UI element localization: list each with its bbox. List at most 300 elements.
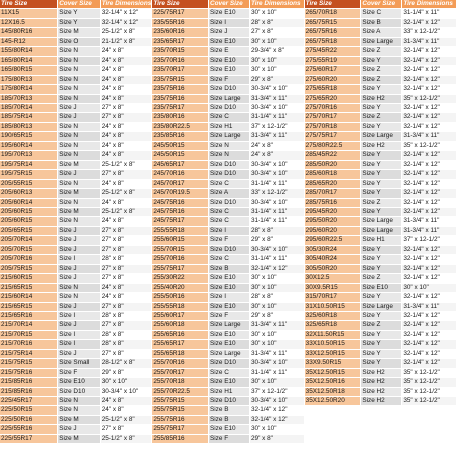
cover-size-cell: Size C — [361, 9, 402, 18]
cover-size-cell: Size J — [58, 170, 101, 179]
table-row — [305, 226, 457, 235]
table-row — [0, 66, 152, 75]
tire-dimensions-cell: 30" x 10" — [249, 9, 304, 18]
table-row — [0, 330, 152, 339]
tire-dimensions-cell: 24" x 8" — [100, 397, 152, 406]
cover-size-cell: Size Y — [361, 170, 402, 179]
cover-size-cell: Size I — [58, 340, 101, 349]
tire-size-cell: 235/60R16 — [152, 28, 208, 37]
cover-size-cell: Size C — [209, 179, 250, 188]
tire-dimensions-cell: 30" x 10" — [249, 302, 304, 311]
cover-size-cell: Size N — [58, 198, 101, 207]
table-row — [0, 283, 152, 292]
cover-size-cell: Size Large — [361, 217, 402, 226]
tire-dimensions-cell: 24" x 8" — [100, 122, 152, 131]
tire-size-cell: 215/70R15 — [0, 330, 58, 339]
tire-size-cell: 205/60R14 — [0, 198, 58, 207]
table-row — [152, 359, 304, 368]
table-row — [305, 255, 457, 264]
tire-dimensions-cell: 30-3/4" x 10" — [249, 245, 304, 254]
table-row — [152, 397, 304, 406]
table-row — [305, 151, 457, 160]
tire-dimensions-cell: 32-1/4" x 12" — [402, 85, 457, 94]
table-row — [152, 302, 304, 311]
cover-size-cell: Size Y — [361, 179, 402, 188]
tire-size-cell: 215/75R15 — [0, 359, 58, 368]
table-row — [0, 236, 152, 245]
tire-size-cell: 235/55R16 — [152, 18, 208, 27]
tire-dimensions-cell: 31-3/4" x 11" — [402, 226, 457, 235]
cover-size-cell: Size N — [58, 94, 101, 103]
tire-dimensions-cell: 32-1/4" x 12" — [402, 56, 457, 65]
tire-size-cell: 30X9.5R15 — [305, 283, 361, 292]
tire-size-cell: 285/65R20 — [305, 179, 361, 188]
tire-size-cell: 275/80R22.5 — [305, 141, 361, 150]
table-row — [152, 406, 304, 415]
cover-size-cell: Size H2 — [361, 368, 402, 377]
tire-size-cell: 145/80R16 — [0, 28, 58, 37]
tire-dimensions-cell: 32-1/4" x 12" — [402, 170, 457, 179]
table-row — [152, 293, 304, 302]
cover-size-cell: Size Small — [58, 359, 101, 368]
cover-size-cell: Size M — [58, 189, 101, 198]
tire-size-cell: 255/75R16 — [152, 415, 208, 424]
cover-size-cell: Size D10 — [209, 198, 250, 207]
tire-size-cell: 275/75R17 — [305, 132, 361, 141]
tire-dimensions-cell: 31-3/4" x 11" — [249, 132, 304, 141]
table-row — [0, 179, 152, 188]
header-row — [0, 0, 152, 9]
tire-size-cell: 175/80R13 — [0, 75, 58, 84]
tire-dimensions-cell: 31-1/4" x 11" — [249, 255, 304, 264]
tire-size-cell: 185/80R13 — [0, 122, 58, 131]
cover-size-cell: Size Large — [361, 302, 402, 311]
tire-size-cell: 205/60R15 — [0, 207, 58, 216]
tire-dimensions-cell: 32-1/4" x 12" — [249, 264, 304, 273]
tire-size-cell: 255/55R18 — [152, 226, 208, 235]
table-row — [305, 113, 457, 122]
tire-dimensions-cell: 32-1/4" x 12" — [402, 151, 457, 160]
tire-size-cell: 305/40R24 — [305, 255, 361, 264]
tire-dimensions-cell: 25-1/2" x 8" — [100, 207, 152, 216]
table-row — [0, 406, 152, 415]
table-row — [152, 37, 304, 46]
table-row — [0, 368, 152, 377]
table-row — [152, 378, 304, 387]
cover-size-cell: Size Z — [361, 274, 402, 283]
table-row — [0, 321, 152, 330]
tire-size-cell: 275/60R17 — [305, 66, 361, 75]
tire-dimensions-cell: 30-3/4" x 10" — [249, 397, 304, 406]
tire-size-cell: 245/50R15 — [152, 151, 208, 160]
table-row — [305, 293, 457, 302]
tire-size-cell: 235/80R22.5 — [152, 122, 208, 131]
cover-size-cell: Size M — [58, 434, 101, 443]
tire-size-cell: 215/75R14 — [0, 349, 58, 358]
tire-size-cell: 30X12.5 — [305, 274, 361, 283]
tire-size-cell: 185/75R14 — [0, 113, 58, 122]
tire-dimensions-cell: 32-1/4" x 12" — [402, 18, 457, 27]
tire-dimensions-cell: 32-1/4" x 12" — [402, 75, 457, 84]
cover-size-cell: Size E10 — [58, 378, 101, 387]
tire-size-cell: 235/75R15 — [152, 75, 208, 84]
table-row — [0, 160, 152, 169]
table-row — [0, 217, 152, 226]
cover-size-cell: Size N — [58, 141, 101, 150]
tire-dimensions-cell: 24" x 8" — [100, 85, 152, 94]
tire-size-cell: 235/80R16 — [152, 113, 208, 122]
tire-dimensions-cell: 32-1/4" x 12" — [402, 47, 457, 56]
tire-size-cell: 255/70R16 — [152, 359, 208, 368]
cover-size-cell: Size Y — [361, 264, 402, 273]
tire-dimensions-cell: 30" x 10" — [249, 66, 304, 75]
cover-size-cell: Size J — [58, 236, 101, 245]
cover-size-cell: Size Y — [361, 245, 402, 254]
tire-dimensions-cell: 32-1/4" x 12" — [402, 245, 457, 254]
tire-dimensions-cell: 30" x 10" — [249, 378, 304, 387]
table-row — [0, 170, 152, 179]
tire-size-cell: 11X15 — [0, 9, 58, 18]
table-row — [305, 245, 457, 254]
tire-dimensions-cell: 37" x 12-1/2" — [249, 122, 304, 131]
cover-size-cell: Size M — [58, 28, 101, 37]
table-row — [152, 56, 304, 65]
tire-dimensions-cell: 31-1/4" x 11" — [249, 217, 304, 226]
tire-size-cell: 225/55R17 — [0, 434, 58, 443]
tire-size-cell: 285/75R16 — [305, 198, 361, 207]
table-row — [152, 113, 304, 122]
tire-size-cell: 235/75R16 — [152, 85, 208, 94]
cover-size-cell: Size D10 — [209, 397, 250, 406]
cover-size-cell: Size Y — [361, 255, 402, 264]
table-row — [0, 47, 152, 56]
tire-size-cell: 195/75R15 — [0, 170, 58, 179]
tire-size-cell: 165/80R15 — [0, 66, 58, 75]
table-row — [152, 103, 304, 112]
tire-size-cell: 215/85R16 — [0, 378, 58, 387]
tire-dimensions-cell: 32-1/4" x 12" — [402, 311, 457, 320]
tire-size-cell: 215/75R16 — [0, 368, 58, 377]
cover-size-cell: Size C — [209, 368, 250, 377]
tire-size-cell: 225/50R15 — [0, 406, 58, 415]
tire-dimensions-cell: 27" x 8" — [100, 170, 152, 179]
table-row — [305, 217, 457, 226]
table-row — [152, 47, 304, 56]
table-row — [152, 255, 304, 264]
table-row — [152, 66, 304, 75]
table-row — [152, 330, 304, 339]
tire-dimensions-cell: 28" x 8" — [100, 340, 152, 349]
cover-size-cell: Size E10 — [209, 66, 250, 75]
cover-size-cell: Size H2 — [361, 141, 402, 150]
table-row — [0, 37, 152, 46]
cover-size-cell: Size E10 — [209, 425, 250, 434]
tire-dimensions-cell: 30" x 10" — [402, 283, 457, 292]
tire-dimensions-cell: 32-1/4" x 12" — [100, 18, 152, 27]
tire-size-cell: 205/70R15 — [0, 245, 58, 254]
cover-size-cell: Size I — [209, 18, 250, 27]
tire-dimensions-cell: 31-1/4" x 11" — [249, 368, 304, 377]
table-row — [305, 75, 457, 84]
cover-size-cell: Size C — [209, 255, 250, 264]
table-row — [305, 18, 457, 27]
table-row — [305, 132, 457, 141]
cover-size-cell: Size Y — [361, 122, 402, 131]
tire-size-cell: 35X12.50R20 — [305, 397, 361, 406]
table-row — [305, 321, 457, 330]
table-row — [305, 179, 457, 188]
tire-size-cell: 275/70R17 — [305, 113, 361, 122]
tire-size-cell: 215/60R14 — [0, 293, 58, 302]
table-row — [152, 434, 304, 443]
cover-size-cell: Size H2 — [361, 378, 402, 387]
tire-size-cell: 155/80R14 — [0, 47, 58, 56]
tire-size-cell: 305/30R24 — [305, 245, 361, 254]
cover-size-cell: Size N — [58, 397, 101, 406]
tire-dimensions-cell: 32-1/4" x 12" — [402, 160, 457, 169]
tire-dimensions-cell: 32-1/4" x 12" — [402, 330, 457, 339]
tire-size-cell: 195/60R14 — [0, 141, 58, 150]
cover-size-cell: Size D10 — [209, 160, 250, 169]
tire-size-cell: 205/60R13 — [0, 189, 58, 198]
cover-size-cell: Size A — [209, 189, 250, 198]
cover-size-cell: Size Y — [58, 18, 101, 27]
cover-size-cell: Size I — [58, 311, 101, 320]
table-row — [152, 18, 304, 27]
tire-dimensions-cell: 31-3/4" x 11" — [402, 37, 457, 46]
tire-dimensions-cell: 27" x 8" — [100, 236, 152, 245]
cover-size-cell: Size D10 — [58, 387, 101, 396]
cover-size-cell: Size H1 — [209, 387, 250, 396]
tire-size-cell: 245/70R16 — [152, 170, 208, 179]
cover-size-cell: Size Large — [209, 321, 250, 330]
cover-size-cell: Size M — [58, 160, 101, 169]
tire-dimensions-cell: 35" x 12-1/2" — [402, 368, 457, 377]
cover-size-cell: Size Large — [209, 349, 250, 358]
tire-size-cell: 245/75R16 — [152, 207, 208, 216]
table-row — [305, 274, 457, 283]
tire-size-cell: 305/50R20 — [305, 264, 361, 273]
table-row — [305, 397, 457, 406]
tire-size-cell: 255/75R15 — [152, 397, 208, 406]
tire-size-cell: 215/65R15 — [0, 283, 58, 292]
table-row — [152, 217, 304, 226]
tire-dimensions-cell: 31-1/4" x 11" — [249, 179, 304, 188]
cover-size-cell: Size J — [58, 264, 101, 273]
table-row — [0, 274, 152, 283]
tire-dimensions-cell: 33" x 12-1/2" — [402, 28, 457, 37]
table-row — [0, 226, 152, 235]
cover-size-cell: Size E10 — [209, 340, 250, 349]
table-row — [305, 160, 457, 169]
tire-size-cell: 165/80R14 — [0, 56, 58, 65]
tire-dimensions-cell: 24" x 8" — [249, 151, 304, 160]
table-row — [152, 85, 304, 94]
tire-dimensions-cell: 28" x 8" — [249, 293, 304, 302]
tire-dimensions-cell: 25-1/2" x 8" — [100, 415, 152, 424]
cover-size-cell: Size J — [58, 103, 101, 112]
cover-size-cell: Size H2 — [361, 387, 402, 396]
header-tire-dimensions: Tire Dimensions — [101, 0, 152, 7]
table-row — [305, 283, 457, 292]
tire-dimensions-cell: 24" x 8" — [100, 66, 152, 75]
tire-size-cell: 255/70R22.5 — [152, 387, 208, 396]
tire-dimensions-cell: 32-1/4" x 12" — [402, 179, 457, 188]
cover-size-cell: Size N — [58, 293, 101, 302]
tire-dimensions-cell: 35" x 12-1/2" — [402, 378, 457, 387]
table-row — [152, 198, 304, 207]
cover-size-cell: Size J — [58, 349, 101, 358]
table-row — [152, 160, 304, 169]
tire-dimensions-cell: 29" x 8" — [249, 311, 304, 320]
tire-dimensions-cell: 28" x 8" — [249, 226, 304, 235]
tire-dimensions-cell: 27" x 8" — [100, 113, 152, 122]
table-row — [0, 311, 152, 320]
table-row — [152, 170, 304, 179]
cover-size-cell: Size F — [209, 434, 250, 443]
tire-size-cell: 325/60R18 — [305, 311, 361, 320]
table-row — [305, 170, 457, 179]
cover-size-cell: Size B — [361, 18, 402, 27]
header-tire-dimensions: Tire Dimensions — [402, 0, 457, 9]
table-row — [152, 207, 304, 216]
cover-size-cell: Size J — [58, 425, 101, 434]
tire-size-cell: 275/65R18 — [305, 85, 361, 94]
tire-dimensions-cell: 25-1/2" x 8" — [100, 160, 152, 169]
tire-dimensions-cell: 32-1/4" x 12" — [402, 103, 457, 112]
table-row — [305, 340, 457, 349]
tire-size-cell: 245/50R15 — [152, 141, 208, 150]
tire-dimensions-cell: 32-1/4" x 12" — [402, 293, 457, 302]
table-row — [305, 302, 457, 311]
table-row — [0, 415, 152, 424]
tire-dimensions-cell: 25-1/2" x 8" — [100, 189, 152, 198]
tire-dimensions-cell: 24" x 8" — [249, 141, 304, 150]
table-row — [152, 425, 304, 434]
tire-dimensions-cell: 30-3/4" x 10" — [100, 387, 152, 396]
cover-size-cell: Size C — [209, 207, 250, 216]
tire-dimensions-cell: 29" x 8" — [249, 434, 304, 443]
tire-dimensions-cell: 24" x 8" — [100, 283, 152, 292]
cover-size-cell: Size Z — [361, 66, 402, 75]
tire-dimensions-cell: 31-3/4" x 11" — [249, 94, 304, 103]
tire-dimensions-cell: 27" x 8" — [249, 28, 304, 37]
tire-size-cell: 255/60R17 — [152, 311, 208, 320]
table-row — [0, 56, 152, 65]
cover-size-cell: Size Y — [361, 103, 402, 112]
tire-size-cell: 215/65R16 — [0, 311, 58, 320]
table-row — [0, 75, 152, 84]
cover-size-cell: Size Y — [361, 151, 402, 160]
table-row — [152, 122, 304, 131]
table-row — [0, 387, 152, 396]
tire-dimensions-cell: 24" x 8" — [100, 47, 152, 56]
tire-size-cell: 12X16.5 — [0, 18, 58, 27]
tire-dimensions-cell: 24" x 8" — [100, 151, 152, 160]
tire-dimensions-cell: 27" x 8" — [100, 245, 152, 254]
tire-size-cell: 255/60R18 — [152, 321, 208, 330]
tire-size-cell: 235/70R16 — [152, 56, 208, 65]
table-row — [0, 9, 152, 18]
cover-size-cell: Size N — [58, 85, 101, 94]
cover-size-cell: Size J — [58, 302, 101, 311]
tire-size-cell: 35X12.50R16 — [305, 378, 361, 387]
tire-dimensions-cell: 27" x 8" — [100, 425, 152, 434]
tire-size-cell: 255/70R15 — [152, 245, 208, 254]
tire-dimensions-cell: 24" x 8" — [100, 94, 152, 103]
table-row — [152, 415, 304, 424]
cover-size-cell: Size D10 — [209, 103, 250, 112]
tire-size-cell: 275/55R19 — [305, 56, 361, 65]
tire-dimensions-cell: 37" x 12-1/2" — [402, 236, 457, 245]
cover-size-cell: Size I — [209, 293, 250, 302]
tire-dimensions-cell: 29" x 8" — [100, 368, 152, 377]
tire-dimensions-cell: 24" x 8" — [100, 141, 152, 150]
table-row — [305, 85, 457, 94]
tire-size-cell: 275/70R16 — [305, 103, 361, 112]
cover-size-cell: Size E — [209, 47, 250, 56]
cover-size-cell: Size Large — [361, 226, 402, 235]
cover-size-cell: Size Y — [361, 311, 402, 320]
table-row — [305, 141, 457, 150]
tire-dimensions-cell: 24" x 8" — [100, 179, 152, 188]
cover-size-cell: Size E10 — [209, 302, 250, 311]
tire-size-cell: 255/65R16 — [152, 330, 208, 339]
tire-dimensions-cell: 24" x 8" — [100, 56, 152, 65]
table-row — [152, 245, 304, 254]
table-row — [305, 94, 457, 103]
tire-dimensions-cell: 32-1/4" x 12" — [100, 9, 152, 18]
cover-size-cell: Size E10 — [209, 330, 250, 339]
chart-column-3 — [305, 0, 457, 465]
tire-dimensions-cell: 24" x 8" — [100, 198, 152, 207]
table-row — [0, 340, 152, 349]
tire-size-cell: 255/70R16 — [152, 255, 208, 264]
cover-size-cell: Size N — [209, 151, 250, 160]
tire-size-cell: 205/70R14 — [0, 236, 58, 245]
cover-size-cell: Size Y — [361, 160, 402, 169]
tire-size-cell: 295/60R22.5 — [305, 236, 361, 245]
cover-size-cell: Size I — [58, 330, 101, 339]
cover-size-cell: Size B — [209, 415, 250, 424]
tire-dimensions-cell: 21-1/2" x 8" — [100, 37, 152, 46]
cover-size-cell: Size Z — [361, 113, 402, 122]
tire-size-cell: 265/75R16 — [305, 28, 361, 37]
tire-dimensions-cell: 32-1/4" x 12" — [249, 415, 304, 424]
tire-size-cell: 185/70R13 — [0, 94, 58, 103]
cover-size-cell: Size Large — [209, 132, 250, 141]
tire-dimensions-cell: 30" x 10" — [100, 378, 152, 387]
table-row — [152, 226, 304, 235]
cover-size-cell: Size M — [58, 415, 101, 424]
tire-dimensions-cell: 30" x 10" — [249, 330, 304, 339]
tire-size-cell: 295/60R20 — [305, 226, 361, 235]
cover-size-cell: Size I — [58, 255, 101, 264]
tire-dimensions-cell: 27" x 8" — [100, 302, 152, 311]
tire-dimensions-cell: 30" x 10" — [249, 425, 304, 434]
tire-size-cell: 35X12.50R15 — [305, 368, 361, 377]
tire-dimensions-cell: 32-1/4" x 12" — [402, 359, 457, 368]
tire-size-cell: 205/65R15 — [0, 226, 58, 235]
table-row — [305, 122, 457, 131]
tire-size-cell: 235/70R15 — [152, 47, 208, 56]
tire-dimensions-cell: 25-1/2" x 8" — [100, 28, 152, 37]
tire-size-cell: 235/75R16 — [152, 94, 208, 103]
tire-size-cell: 285/60R18 — [305, 170, 361, 179]
cover-size-cell: Size N — [58, 122, 101, 131]
cover-size-cell: Size C — [209, 217, 250, 226]
cover-size-cell: Size F — [58, 368, 101, 377]
